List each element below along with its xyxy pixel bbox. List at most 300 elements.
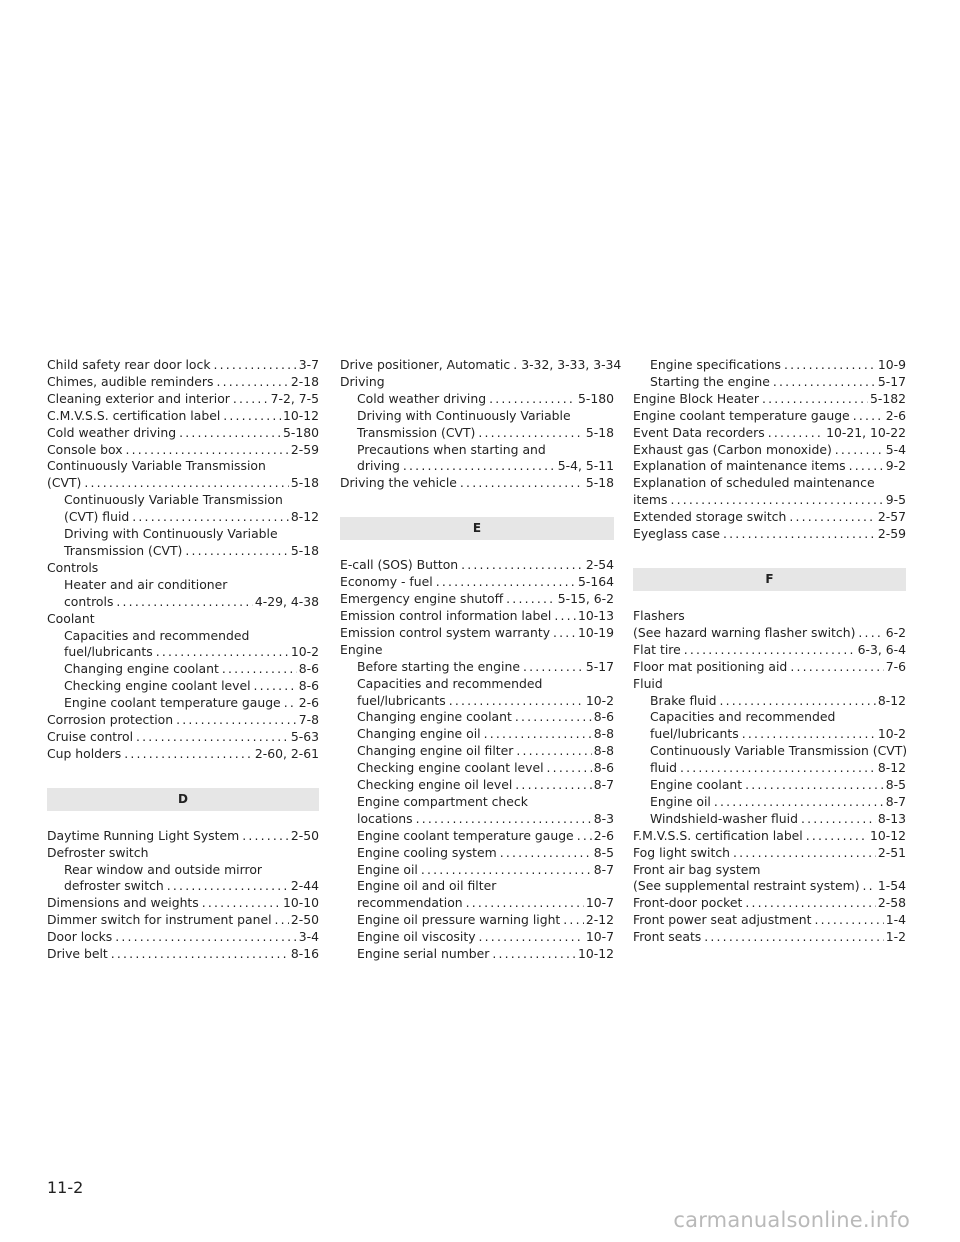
entry-page-ref: 5-18 bbox=[290, 542, 319, 558]
entry-page-ref: 10-21, 10-22 bbox=[826, 424, 906, 440]
entry-text: Cup holders bbox=[47, 745, 122, 761]
entry-page-ref: 2-51 bbox=[877, 844, 906, 860]
index-heading: Front air bag system bbox=[633, 861, 761, 877]
index-entry bbox=[340, 475, 614, 492]
entry-text: Transmission (CVT) bbox=[64, 542, 183, 558]
entry-page-ref: 10-19 bbox=[577, 624, 614, 640]
entry-page-ref: 8-6 bbox=[593, 709, 614, 725]
dot-leader bbox=[202, 895, 281, 912]
entry-page-ref: 10-12 bbox=[282, 407, 319, 423]
entry-page-ref: 7-8 bbox=[298, 712, 319, 728]
dot-leader bbox=[849, 458, 884, 475]
index-subentry bbox=[340, 659, 614, 676]
dot-leader bbox=[492, 946, 576, 963]
entry-page-ref: 3-32, 3-33, 3-34 bbox=[521, 357, 622, 372]
index-entry bbox=[633, 391, 906, 408]
index-entry bbox=[47, 828, 319, 845]
section-letter-f: F bbox=[633, 568, 906, 591]
entry-page-ref: 3-7 bbox=[298, 357, 319, 372]
entry-page-ref: 5-18 bbox=[290, 475, 319, 491]
entry-page-ref: 1-54 bbox=[877, 878, 906, 894]
entry-text: Emission control system warranty bbox=[340, 624, 551, 640]
entry-text: Cleaning exterior and interior bbox=[47, 390, 230, 406]
entry-page-ref: 10-9 bbox=[877, 357, 906, 372]
index-subentry bbox=[633, 794, 906, 811]
dot-leader bbox=[214, 357, 297, 374]
index-subentry-text: Driving with Continuously Variable bbox=[64, 526, 278, 542]
index-subentry bbox=[340, 777, 614, 794]
dot-leader bbox=[156, 644, 289, 661]
dot-leader bbox=[670, 492, 883, 509]
index-subentry bbox=[340, 726, 614, 743]
section-letter-d: D bbox=[47, 788, 319, 811]
entry-text: Driving the vehicle bbox=[340, 475, 457, 491]
dot-leader bbox=[223, 408, 281, 425]
entry-text: Engine serial number bbox=[357, 946, 490, 962]
dot-leader bbox=[784, 357, 876, 374]
entry-page-ref: 2-60, 2-61 bbox=[254, 745, 319, 761]
entry-text: Engine specifications bbox=[650, 357, 782, 372]
dot-leader bbox=[762, 391, 868, 408]
entry-page-ref: 5-180 bbox=[282, 424, 319, 440]
dot-leader bbox=[719, 693, 875, 710]
entry-page-ref: 8-16 bbox=[290, 946, 319, 962]
dot-leader bbox=[789, 509, 876, 526]
dot-leader bbox=[553, 625, 576, 642]
entry-page-ref: 5-18 bbox=[585, 475, 614, 491]
entry-text: Changing engine coolant bbox=[64, 661, 219, 677]
dot-leader bbox=[714, 794, 884, 811]
entry-page-ref: 10-2 bbox=[585, 692, 614, 708]
entry-page-ref: 5-17 bbox=[585, 658, 614, 674]
index-heading: Coolant bbox=[47, 610, 95, 626]
entry-page-ref: 8-7 bbox=[593, 861, 614, 877]
dot-leader bbox=[577, 828, 592, 845]
index-entry bbox=[47, 425, 319, 442]
index-entry bbox=[633, 425, 906, 442]
entry-text: Changing engine oil filter bbox=[357, 743, 514, 759]
index-subentry bbox=[633, 693, 906, 710]
index-entry bbox=[633, 929, 906, 946]
entry-text: fuel/lubricants bbox=[64, 644, 153, 660]
entry-text: Explanation of maintenance items bbox=[633, 458, 846, 474]
dot-leader bbox=[742, 726, 876, 743]
entry-page-ref: 8-6 bbox=[593, 760, 614, 776]
entry-text: Before starting the engine bbox=[357, 658, 520, 674]
index-heading: Engine bbox=[340, 641, 383, 657]
dot-leader bbox=[733, 845, 876, 862]
index-entry bbox=[340, 574, 614, 591]
dot-leader bbox=[275, 912, 289, 929]
index-subentry bbox=[633, 726, 906, 743]
entry-page-ref: 10-12 bbox=[869, 827, 906, 843]
dot-leader bbox=[814, 912, 883, 929]
entry-text: Cold weather driving bbox=[47, 424, 177, 440]
index-subentry bbox=[340, 828, 614, 845]
index-entry bbox=[47, 946, 319, 963]
entry-page-ref: 6-2 bbox=[885, 624, 906, 640]
entry-text: Engine oil bbox=[650, 793, 711, 809]
entry-text: defroster switch bbox=[64, 878, 164, 894]
dot-leader bbox=[523, 659, 584, 676]
dot-leader bbox=[506, 591, 556, 608]
entry-page-ref: 5-164 bbox=[577, 574, 614, 590]
index-entry bbox=[47, 746, 319, 763]
index-entry bbox=[47, 408, 319, 425]
index-subentry-text: Precautions when starting and bbox=[357, 441, 546, 457]
dot-leader bbox=[132, 509, 289, 526]
index-subentry bbox=[340, 391, 614, 408]
index-subentry-text: Engine compartment check bbox=[357, 793, 528, 809]
dot-leader bbox=[216, 374, 288, 391]
index-entry bbox=[633, 642, 906, 659]
dot-leader bbox=[115, 929, 297, 946]
index-entry bbox=[633, 442, 906, 459]
index-subentry bbox=[340, 743, 614, 760]
section-letter-e: E bbox=[340, 517, 614, 540]
dot-leader bbox=[768, 425, 824, 442]
dot-leader bbox=[563, 912, 584, 929]
dot-leader bbox=[167, 878, 289, 895]
entry-text: Drive positioner, Automatic bbox=[340, 357, 511, 372]
entry-page-ref: 3-4 bbox=[298, 929, 319, 945]
index-entry bbox=[340, 625, 614, 642]
index-entry bbox=[633, 509, 906, 526]
entry-text: Engine cooling system bbox=[357, 844, 497, 860]
index-heading: Fluid bbox=[633, 675, 663, 691]
entry-page-ref: 2-18 bbox=[290, 373, 319, 389]
entry-page-ref: 1-4 bbox=[885, 912, 906, 928]
entry-page-ref: 8-8 bbox=[593, 726, 614, 742]
entry-page-ref: 8-12 bbox=[290, 509, 319, 525]
index-entry bbox=[47, 895, 319, 912]
entry-text: Engine coolant temperature gauge bbox=[357, 827, 574, 843]
entry-text: C.M.V.S.S. certification label bbox=[47, 407, 221, 423]
index-subentry bbox=[340, 425, 614, 442]
dot-leader bbox=[500, 845, 592, 862]
entry-page-ref: 5-63 bbox=[290, 728, 319, 744]
index-subentry-text: Heater and air conditioner bbox=[64, 576, 228, 592]
index-subentry bbox=[340, 760, 614, 777]
entry-page-ref: 10-13 bbox=[577, 607, 614, 623]
entry-text: Checking engine oil level bbox=[357, 777, 513, 793]
dot-leader bbox=[176, 712, 297, 729]
entry-page-ref: 7-6 bbox=[885, 658, 906, 674]
dot-leader bbox=[111, 946, 289, 963]
entry-text: Door locks bbox=[47, 929, 113, 945]
dot-leader bbox=[684, 642, 856, 659]
entry-page-ref: 2-50 bbox=[290, 912, 319, 928]
dot-leader bbox=[460, 475, 584, 492]
entry-text: Drive belt bbox=[47, 946, 108, 962]
dot-leader bbox=[773, 374, 876, 391]
entry-page-ref: 9-2 bbox=[885, 458, 906, 474]
index-entry bbox=[340, 557, 614, 574]
dot-leader bbox=[806, 828, 868, 845]
dot-leader bbox=[449, 693, 584, 710]
entry-text: Checking engine coolant level bbox=[357, 760, 544, 776]
entry-page-ref: 1-2 bbox=[885, 929, 906, 945]
index-entry bbox=[633, 492, 906, 509]
entry-page-ref: 2-57 bbox=[877, 509, 906, 525]
index-subentry bbox=[47, 543, 319, 560]
dot-leader bbox=[466, 895, 584, 912]
dot-leader bbox=[863, 878, 876, 895]
index-subentry bbox=[340, 946, 614, 963]
entry-page-ref: 2-50 bbox=[290, 827, 319, 843]
entry-page-ref: 6-3, 6-4 bbox=[857, 641, 906, 657]
entry-page-ref: 2-59 bbox=[877, 526, 906, 542]
dot-leader bbox=[858, 625, 883, 642]
entry-text: fluid bbox=[650, 760, 677, 776]
entry-page-ref: 2-54 bbox=[585, 557, 614, 573]
dot-leader bbox=[801, 811, 876, 828]
dot-leader bbox=[416, 811, 592, 828]
dot-leader bbox=[436, 574, 576, 591]
entry-page-ref: 5-4, 5-11 bbox=[557, 458, 614, 474]
index-subentry bbox=[340, 811, 614, 828]
entry-text: Engine coolant temperature gauge bbox=[64, 695, 281, 711]
entry-text: recommendation bbox=[357, 895, 463, 911]
entry-page-ref: 8-7 bbox=[885, 793, 906, 809]
index-subentry bbox=[340, 458, 614, 475]
dot-leader bbox=[233, 391, 269, 408]
entry-text: F.M.V.S.S. certification label bbox=[633, 827, 803, 843]
entry-text: E-call (SOS) Button bbox=[340, 557, 459, 573]
dot-leader bbox=[126, 442, 289, 459]
index-subentry bbox=[633, 374, 906, 391]
dot-leader bbox=[185, 543, 289, 560]
dot-leader bbox=[124, 746, 253, 763]
entry-text: Eyeglass case bbox=[633, 526, 721, 542]
dot-leader bbox=[515, 709, 592, 726]
entry-page-ref: 5-4 bbox=[885, 441, 906, 457]
entry-page-ref: 10-2 bbox=[877, 726, 906, 742]
entry-page-ref: 8-13 bbox=[877, 810, 906, 826]
dot-leader bbox=[484, 726, 592, 743]
index-entry bbox=[47, 357, 319, 374]
dot-leader bbox=[790, 659, 883, 676]
entry-text: Event Data recorders bbox=[633, 424, 765, 440]
entry-text: Economy - fuel bbox=[340, 574, 433, 590]
index-entry bbox=[47, 712, 319, 729]
entry-text: Brake fluid bbox=[650, 692, 717, 708]
index-subentry-text: Capacities and recommended bbox=[64, 627, 250, 643]
entry-text: Transmission (CVT) bbox=[357, 424, 476, 440]
index-subentry bbox=[340, 912, 614, 929]
dot-leader bbox=[421, 862, 592, 879]
index-column-2 bbox=[340, 357, 622, 963]
index-heading: Driving bbox=[340, 373, 385, 389]
index-subentry bbox=[47, 695, 319, 712]
dot-leader bbox=[403, 458, 556, 475]
dot-leader bbox=[835, 442, 884, 459]
entry-text: Windshield-washer fluid bbox=[650, 810, 798, 826]
entry-page-ref: 8-12 bbox=[877, 760, 906, 776]
index-subentry bbox=[47, 878, 319, 895]
entry-text: controls bbox=[64, 593, 114, 609]
entry-page-ref: 2-12 bbox=[585, 912, 614, 928]
dot-leader bbox=[242, 828, 289, 845]
entry-text: Daytime Running Light System bbox=[47, 827, 240, 843]
entry-text: Child safety rear door lock bbox=[47, 357, 211, 372]
page-number: 11-2 bbox=[47, 1178, 84, 1197]
entry-page-ref: 7-2, 7-5 bbox=[270, 390, 319, 406]
index-heading: Continuously Variable Transmission bbox=[47, 458, 266, 474]
index-subentry bbox=[47, 594, 319, 611]
index-subentry-text: Continuously Variable Transmission bbox=[64, 492, 283, 508]
index-subentry bbox=[47, 644, 319, 661]
entry-text: Front power seat adjustment bbox=[633, 912, 812, 928]
entry-page-ref: 8-3 bbox=[593, 810, 614, 826]
index-entry bbox=[340, 591, 614, 608]
entry-text: Engine coolant temperature gauge bbox=[633, 407, 850, 423]
index-entry bbox=[47, 442, 319, 459]
index-entry bbox=[47, 374, 319, 391]
dot-leader bbox=[179, 425, 281, 442]
index-heading: Flashers bbox=[633, 607, 685, 623]
entry-text: Emission control information label bbox=[340, 607, 552, 623]
index-entry bbox=[47, 391, 319, 408]
dot-leader bbox=[745, 895, 876, 912]
entry-page-ref: 10-7 bbox=[585, 895, 614, 911]
index-entry bbox=[340, 608, 614, 625]
entry-text: Dimensions and weights bbox=[47, 895, 199, 911]
entry-page-ref: 8-7 bbox=[593, 777, 614, 793]
index-entry bbox=[633, 625, 906, 642]
entry-page-ref: 2-44 bbox=[290, 878, 319, 894]
index-entry bbox=[633, 912, 906, 929]
entry-text: Cold weather driving bbox=[357, 390, 487, 406]
dot-leader bbox=[489, 391, 576, 408]
entry-page-ref: 10-12 bbox=[577, 946, 614, 962]
index-entry bbox=[633, 526, 906, 543]
entry-page-ref: 8-6 bbox=[298, 678, 319, 694]
entry-page-ref: 10-2 bbox=[290, 644, 319, 660]
dot-leader bbox=[461, 557, 584, 574]
dot-leader bbox=[547, 760, 592, 777]
index-subentry bbox=[340, 709, 614, 726]
entry-text: Starting the engine bbox=[650, 373, 770, 389]
index-entry bbox=[633, 895, 906, 912]
entry-text: Changing engine oil bbox=[357, 726, 481, 742]
entry-page-ref: 2-6 bbox=[885, 407, 906, 423]
index-entry bbox=[47, 912, 319, 929]
dot-leader bbox=[513, 357, 519, 374]
index-subentry bbox=[633, 777, 906, 794]
index-entry bbox=[633, 659, 906, 676]
dot-leader bbox=[853, 408, 884, 425]
entry-text: Changing engine coolant bbox=[357, 709, 512, 725]
dot-leader bbox=[515, 777, 591, 794]
entry-page-ref: 8-12 bbox=[877, 692, 906, 708]
entry-page-ref: 5-18 bbox=[585, 424, 614, 440]
entry-text: Engine oil viscosity bbox=[357, 929, 476, 945]
index-subentry-text: Driving with Continuously Variable bbox=[357, 407, 571, 423]
entry-page-ref: 2-59 bbox=[290, 441, 319, 457]
entry-page-ref: 5-182 bbox=[869, 390, 906, 406]
entry-text: Console box bbox=[47, 441, 123, 457]
entry-text: Engine coolant bbox=[650, 777, 743, 793]
index-subentry bbox=[47, 678, 319, 695]
index-entry bbox=[633, 828, 906, 845]
entry-text: (See supplemental restraint system) bbox=[633, 878, 860, 894]
index-column-3 bbox=[633, 357, 906, 946]
watermark: carmanualsonline.info bbox=[673, 1208, 910, 1232]
entry-text: locations bbox=[357, 810, 413, 826]
index-entry bbox=[633, 458, 906, 475]
index-subentry-text: Engine oil and oil filter bbox=[357, 878, 497, 894]
dot-leader bbox=[116, 594, 252, 611]
index-subentry bbox=[633, 760, 906, 777]
dot-leader bbox=[136, 729, 289, 746]
index-column-1 bbox=[47, 357, 319, 963]
entry-text: Front seats bbox=[633, 929, 702, 945]
entry-text: items bbox=[633, 492, 668, 508]
index-subentry bbox=[340, 895, 614, 912]
entry-text: fuel/lubricants bbox=[357, 692, 446, 708]
dot-leader bbox=[554, 608, 576, 625]
entry-text: Cruise control bbox=[47, 728, 134, 744]
index-subentry bbox=[340, 862, 614, 879]
entry-text: Engine oil bbox=[357, 861, 418, 877]
dot-leader bbox=[723, 526, 876, 543]
index-entry bbox=[47, 929, 319, 946]
entry-text: driving bbox=[357, 458, 400, 474]
dot-leader bbox=[84, 475, 289, 492]
entry-page-ref: 8-5 bbox=[593, 844, 614, 860]
entry-text: Engine oil pressure warning light bbox=[357, 912, 561, 928]
dot-leader bbox=[680, 760, 876, 777]
entry-page-ref: 8-6 bbox=[298, 661, 319, 677]
dot-leader bbox=[745, 777, 884, 794]
entry-text: Corrosion protection bbox=[47, 712, 174, 728]
entry-text: Exhaust gas (Carbon monoxide) bbox=[633, 441, 832, 457]
entry-text: fuel/lubricants bbox=[650, 726, 739, 742]
index-subentry bbox=[340, 845, 614, 862]
entry-text: Flat tire bbox=[633, 641, 681, 657]
entry-page-ref: 2-6 bbox=[298, 695, 319, 711]
entry-text: Dimmer switch for instrument panel bbox=[47, 912, 272, 928]
index-entry bbox=[633, 845, 906, 862]
dot-leader bbox=[516, 743, 591, 760]
entry-text: Extended storage switch bbox=[633, 509, 787, 525]
entry-page-ref: 4-29, 4-38 bbox=[254, 593, 319, 609]
entry-text: Floor mat positioning aid bbox=[633, 658, 788, 674]
entry-page-ref: 5-180 bbox=[577, 390, 614, 406]
entry-page-ref: 5-17 bbox=[877, 373, 906, 389]
index-entry bbox=[47, 729, 319, 746]
entry-page-ref: 9-5 bbox=[885, 492, 906, 508]
index-subentry-text: Capacities and recommended bbox=[357, 675, 543, 691]
entry-text: (CVT) bbox=[47, 475, 82, 491]
entry-page-ref: 8-5 bbox=[885, 777, 906, 793]
dot-leader bbox=[479, 929, 584, 946]
index-heading: Explanation of scheduled maintenance bbox=[633, 475, 875, 491]
index-subentry-text: Rear window and outside mirror bbox=[64, 861, 263, 877]
dot-leader bbox=[478, 425, 584, 442]
index-subentry-text: Continuously Variable Transmission (CVT) bbox=[650, 743, 908, 759]
index-subentry bbox=[47, 509, 319, 526]
entry-text: (See hazard warning flasher switch) bbox=[633, 624, 856, 640]
entry-text: Chimes, audible reminders bbox=[47, 373, 214, 389]
index-entry bbox=[47, 475, 319, 492]
dot-leader bbox=[704, 929, 883, 946]
index-subentry bbox=[340, 929, 614, 946]
entry-text: Engine Block Heater bbox=[633, 390, 759, 406]
index-entry bbox=[340, 357, 622, 374]
entry-text: Fog light switch bbox=[633, 844, 731, 860]
